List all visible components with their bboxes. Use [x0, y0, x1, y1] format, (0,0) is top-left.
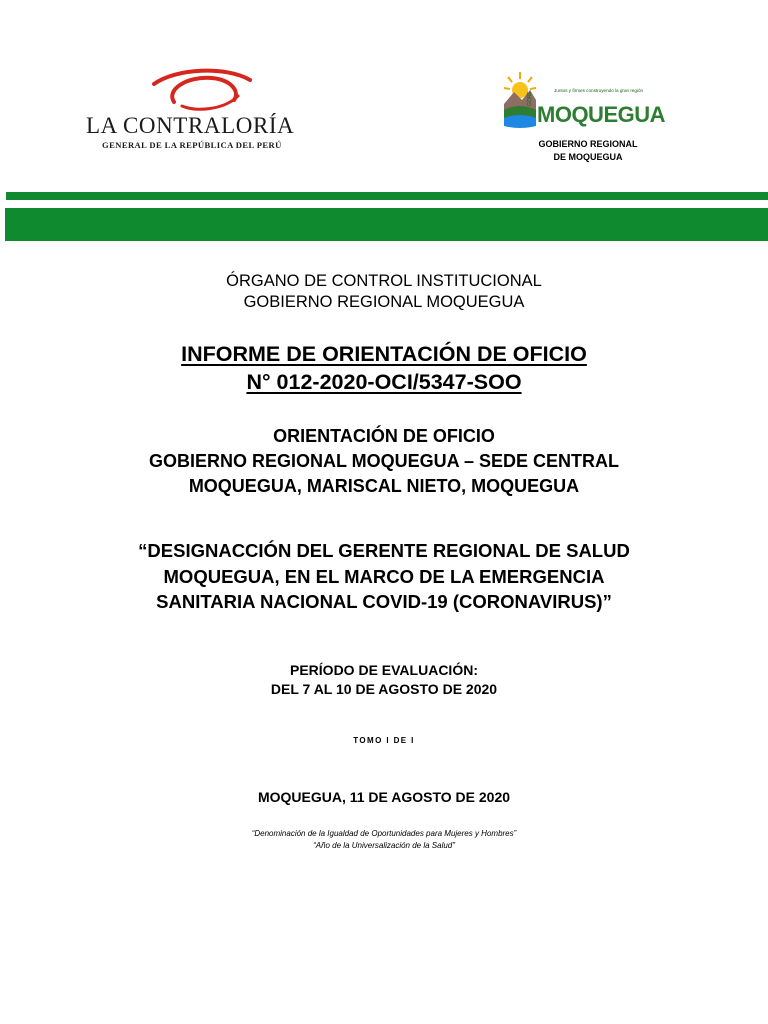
- moquegua-tagline: Juntos y firmes construyendo la gran región: [554, 88, 644, 93]
- asunto-line: “DESIGNACCIÓN DEL GERENTE REGIONAL DE SALUD: [138, 540, 630, 561]
- organo-control-heading: [0, 271, 768, 313]
- periodo-evaluacion: [0, 661, 768, 699]
- periodo-line: DEL 7 AL 10 DE AGOSTO DE 2020: [270, 681, 498, 697]
- tomo-label: TOMO I DE I: [353, 736, 415, 745]
- year-denomination: [0, 828, 768, 852]
- asunto-line: SANITARIA NACIONAL COVID-19 (CORONAVIRUS)”: [156, 591, 612, 612]
- periodo-line: PERÍODO DE EVALUACIÓN:: [290, 662, 478, 678]
- asunto-title: [0, 538, 768, 615]
- orientacion-line: MOQUEGUA, MARISCAL NIETO, MOQUEGUA: [188, 476, 580, 496]
- organo-line: GOBIERNO REGIONAL MOQUEGUA: [243, 293, 525, 311]
- orientacion-block: [0, 424, 768, 499]
- moquegua-caption: [518, 138, 658, 164]
- contraloria-arc-icon: [146, 66, 256, 116]
- moquegua-prefix: GORE: [527, 91, 533, 106]
- moquegua-logo: [500, 66, 665, 170]
- contraloria-name: LA CONTRALORÍA: [86, 113, 295, 138]
- informe-title: [0, 340, 768, 396]
- denominacion-line: “Año de la Universalización de la Salud”: [313, 841, 455, 850]
- green-divider-thick: [5, 208, 768, 241]
- place-date: MOQUEGUA, 11 DE AGOSTO DE 2020: [257, 789, 511, 805]
- contraloria-subtitle: GENERAL DE LA REPÚBLICA DEL PERÚ: [102, 140, 282, 150]
- organo-line: ÓRGANO DE CONTROL INSTITUCIONAL: [226, 272, 542, 290]
- orientacion-line: GOBIERNO REGIONAL MOQUEGUA – SEDE CENTRAL: [148, 451, 620, 471]
- asunto-line: MOQUEGUA, EN EL MARCO DE LA EMERGENCIA: [163, 565, 605, 587]
- moquegua-caption-line: GOBIERNO REGIONAL: [538, 139, 638, 149]
- informe-title-line: INFORME DE ORIENTACIÓN DE OFICIO: [181, 342, 587, 366]
- denominacion-line: “Denominación de la Igualdad de Oportunidades para Mujeres y Hombres”: [251, 829, 517, 838]
- contraloria-logo: [86, 66, 306, 156]
- informe-number: N° 012-2020-OCI/5347-SOO: [246, 370, 522, 394]
- moquegua-wordmark: MOQUEGUA: [537, 102, 665, 127]
- orientacion-line: ORIENTACIÓN DE OFICIO: [273, 426, 495, 446]
- green-divider-thin: [6, 192, 768, 200]
- moquegua-caption-line: DE MOQUEGUA: [553, 152, 623, 162]
